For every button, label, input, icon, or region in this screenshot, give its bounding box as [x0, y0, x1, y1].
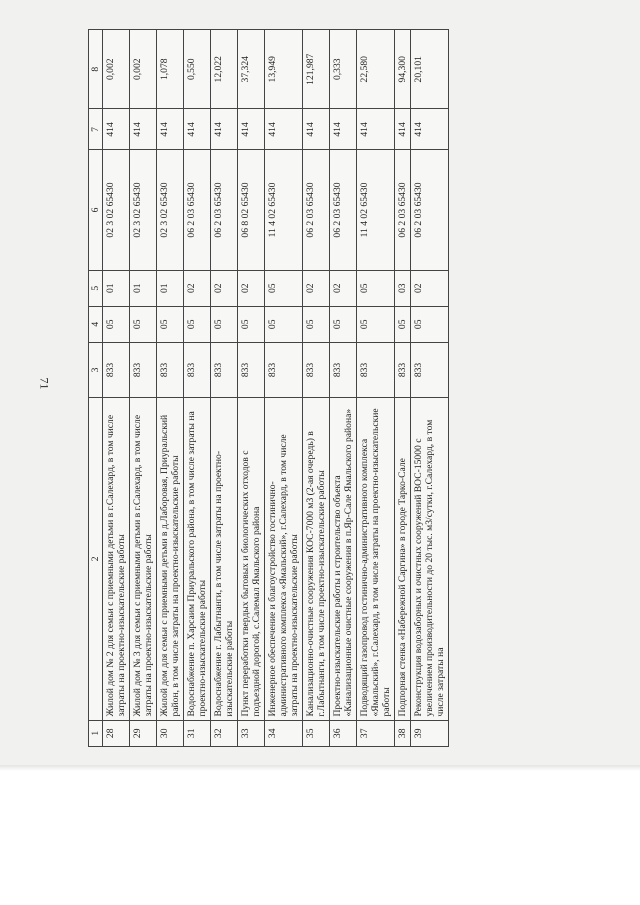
ministry-code: 833	[238, 342, 265, 397]
row-number: 32	[211, 720, 238, 746]
table-row	[157, 30, 184, 747]
amount: 0,550	[184, 30, 211, 109]
subsection-code: 01	[103, 270, 130, 306]
page-number: 71	[37, 377, 52, 390]
row-number: 28	[103, 720, 130, 746]
ministry-code: 833	[130, 342, 157, 397]
expense-type-code: 414	[411, 109, 449, 150]
ministry-code: 833	[184, 342, 211, 397]
amount: 12,022	[211, 30, 238, 109]
section-code: 05	[130, 306, 157, 342]
ministry-code: 833	[411, 342, 449, 397]
row-number: 29	[130, 720, 157, 746]
expense-type-code: 414	[395, 109, 411, 150]
amount: 0,333	[330, 30, 357, 109]
subsection-code: 02	[211, 270, 238, 306]
header-cell: 6	[89, 150, 103, 270]
section-code: 05	[184, 306, 211, 342]
section-code: 05	[265, 306, 303, 342]
header-row	[89, 30, 103, 747]
row-number: 37	[357, 720, 395, 746]
table-row	[265, 30, 303, 747]
target-article-code: 02 3 02 65430	[157, 150, 184, 270]
object-name: Инженерное обеспечение и благоустройство гостинично-административного комплекса «Ямальский», г.Салехард, в том числе затраты на проектно-изыскательские работы	[265, 398, 303, 720]
object-name: Подводящий газопровод гостинично-административного комплекса «Ямальский», г.Салехард, в том числе затраты на проектно-изыскательские работы	[357, 398, 395, 720]
subsection-code: 02	[238, 270, 265, 306]
object-name: Пункт переработки твердых бытовых и биологических отходов с подъездной дорогой, с.Салемал Ямальского района	[238, 398, 265, 720]
amount: 1,078	[157, 30, 184, 109]
table-row	[130, 30, 157, 747]
target-article-code: 06 2 03 65430	[411, 150, 449, 270]
row-number: 36	[330, 720, 357, 746]
object-name: Подпорная стенка «Набережной Саргина» в городе Тарко-Сале	[395, 398, 411, 720]
ministry-code: 833	[357, 342, 395, 397]
expense-type-code: 414	[211, 109, 238, 150]
object-name: Жилой дом № 3 для семьи с приемными детьми в г.Салехард, в том числе затраты на проектно-изыскательские работы	[130, 398, 157, 720]
expense-type-code: 414	[103, 109, 130, 150]
ministry-code: 833	[303, 342, 330, 397]
target-article-code: 02 3 02 65430	[103, 150, 130, 270]
row-number: 33	[238, 720, 265, 746]
header-cell: 1	[89, 720, 103, 746]
target-article-code: 06 2 03 65430	[303, 150, 330, 270]
amount: 121,987	[303, 30, 330, 109]
rotated-table-container	[88, 29, 614, 747]
header-cell: 7	[89, 109, 103, 150]
row-number: 31	[184, 720, 211, 746]
ministry-code: 833	[265, 342, 303, 397]
object-name: Проектно-изыскательские работы и строительство объекта «Канализационные очистные сооружения в п.Яр-Сале Ямальского района»	[330, 398, 357, 720]
table-row	[103, 30, 130, 747]
table-row	[184, 30, 211, 747]
section-code: 05	[157, 306, 184, 342]
section-code: 05	[103, 306, 130, 342]
section-code: 05	[303, 306, 330, 342]
amount: 37,324	[238, 30, 265, 109]
subsection-code: 02	[330, 270, 357, 306]
header-cell: 4	[89, 306, 103, 342]
expense-type-code: 414	[157, 109, 184, 150]
table-row	[211, 30, 238, 747]
ministry-code: 833	[103, 342, 130, 397]
section-code: 05	[357, 306, 395, 342]
target-article-code: 06 8 02 65430	[238, 150, 265, 270]
target-article-code: 06 2 03 65430	[184, 150, 211, 270]
amount: 0,002	[103, 30, 130, 109]
amount: 0,002	[130, 30, 157, 109]
row-number: 35	[303, 720, 330, 746]
ministry-code: 833	[330, 342, 357, 397]
object-name: Водоснабжение г. Лабытнанги, в том числе затраты на проектно-изыскательские работы	[211, 398, 238, 720]
ministry-code: 833	[211, 342, 238, 397]
row-number: 38	[395, 720, 411, 746]
table-row	[411, 30, 449, 747]
ministry-code: 833	[157, 342, 184, 397]
row-number: 34	[265, 720, 303, 746]
subsection-code: 03	[395, 270, 411, 306]
target-article-code: 06 2 03 65430	[211, 150, 238, 270]
amount: 13,949	[265, 30, 303, 109]
page-edge	[0, 765, 640, 771]
ministry-code: 833	[395, 342, 411, 397]
amount: 22,580	[357, 30, 395, 109]
section-code: 05	[411, 306, 449, 342]
header-cell: 2	[89, 398, 103, 720]
target-article-code: 06 2 03 65430	[330, 150, 357, 270]
subsection-code: 05	[357, 270, 395, 306]
budget-table	[88, 29, 449, 747]
table-row	[330, 30, 357, 747]
expense-type-code: 414	[357, 109, 395, 150]
table-row	[238, 30, 265, 747]
object-name: Жилой дом для семьи с приемными детьми в д.Лаборовая, Приуральский район, в том числе затраты на проектно-изыскательские работы	[157, 398, 184, 720]
target-article-code: 11 4 02 65430	[357, 150, 395, 270]
expense-type-code: 414	[303, 109, 330, 150]
table-row	[303, 30, 330, 747]
section-code: 05	[238, 306, 265, 342]
expense-type-code: 414	[330, 109, 357, 150]
table-row	[395, 30, 411, 747]
section-code: 05	[330, 306, 357, 342]
row-number: 30	[157, 720, 184, 746]
table-row	[357, 30, 395, 747]
target-article-code: 02 3 02 65430	[130, 150, 157, 270]
expense-type-code: 414	[184, 109, 211, 150]
amount: 20,101	[411, 30, 449, 109]
section-code: 05	[395, 306, 411, 342]
target-article-code: 11 4 02 65430	[265, 150, 303, 270]
header-cell: 8	[89, 30, 103, 109]
object-name: Реконструкция водозаборных и очистных сооружений ВОС-15000 с увеличением производительности до 20 тыс. м3/сутки, г.Салехард, в том числе затраты на	[411, 398, 449, 720]
row-number: 39	[411, 720, 449, 746]
subsection-code: 01	[130, 270, 157, 306]
subsection-code: 02	[411, 270, 449, 306]
object-name: Жилой дом № 2 для семьи с приемными детьми в г.Салехард, в том числе затраты на проектно-изыскательские работы	[103, 398, 130, 720]
expense-type-code: 414	[238, 109, 265, 150]
expense-type-code: 414	[265, 109, 303, 150]
section-code: 05	[211, 306, 238, 342]
expense-type-code: 414	[130, 109, 157, 150]
target-article-code: 06 2 03 65430	[395, 150, 411, 270]
object-name: Водоснабжение п. Харсаим Приуральского района, в том числе затраты на проектно-изыскательские работы	[184, 398, 211, 720]
header-cell: 5	[89, 270, 103, 306]
subsection-code: 02	[303, 270, 330, 306]
header-cell: 3	[89, 342, 103, 397]
subsection-code: 05	[265, 270, 303, 306]
subsection-code: 01	[157, 270, 184, 306]
object-name: Канализационно-очистные сооружения КОС-7000 м3 (2-ая очередь) в г.Лабытнанги, в том числе проектно-изыскательские работы	[303, 398, 330, 720]
amount: 94,300	[395, 30, 411, 109]
subsection-code: 02	[184, 270, 211, 306]
